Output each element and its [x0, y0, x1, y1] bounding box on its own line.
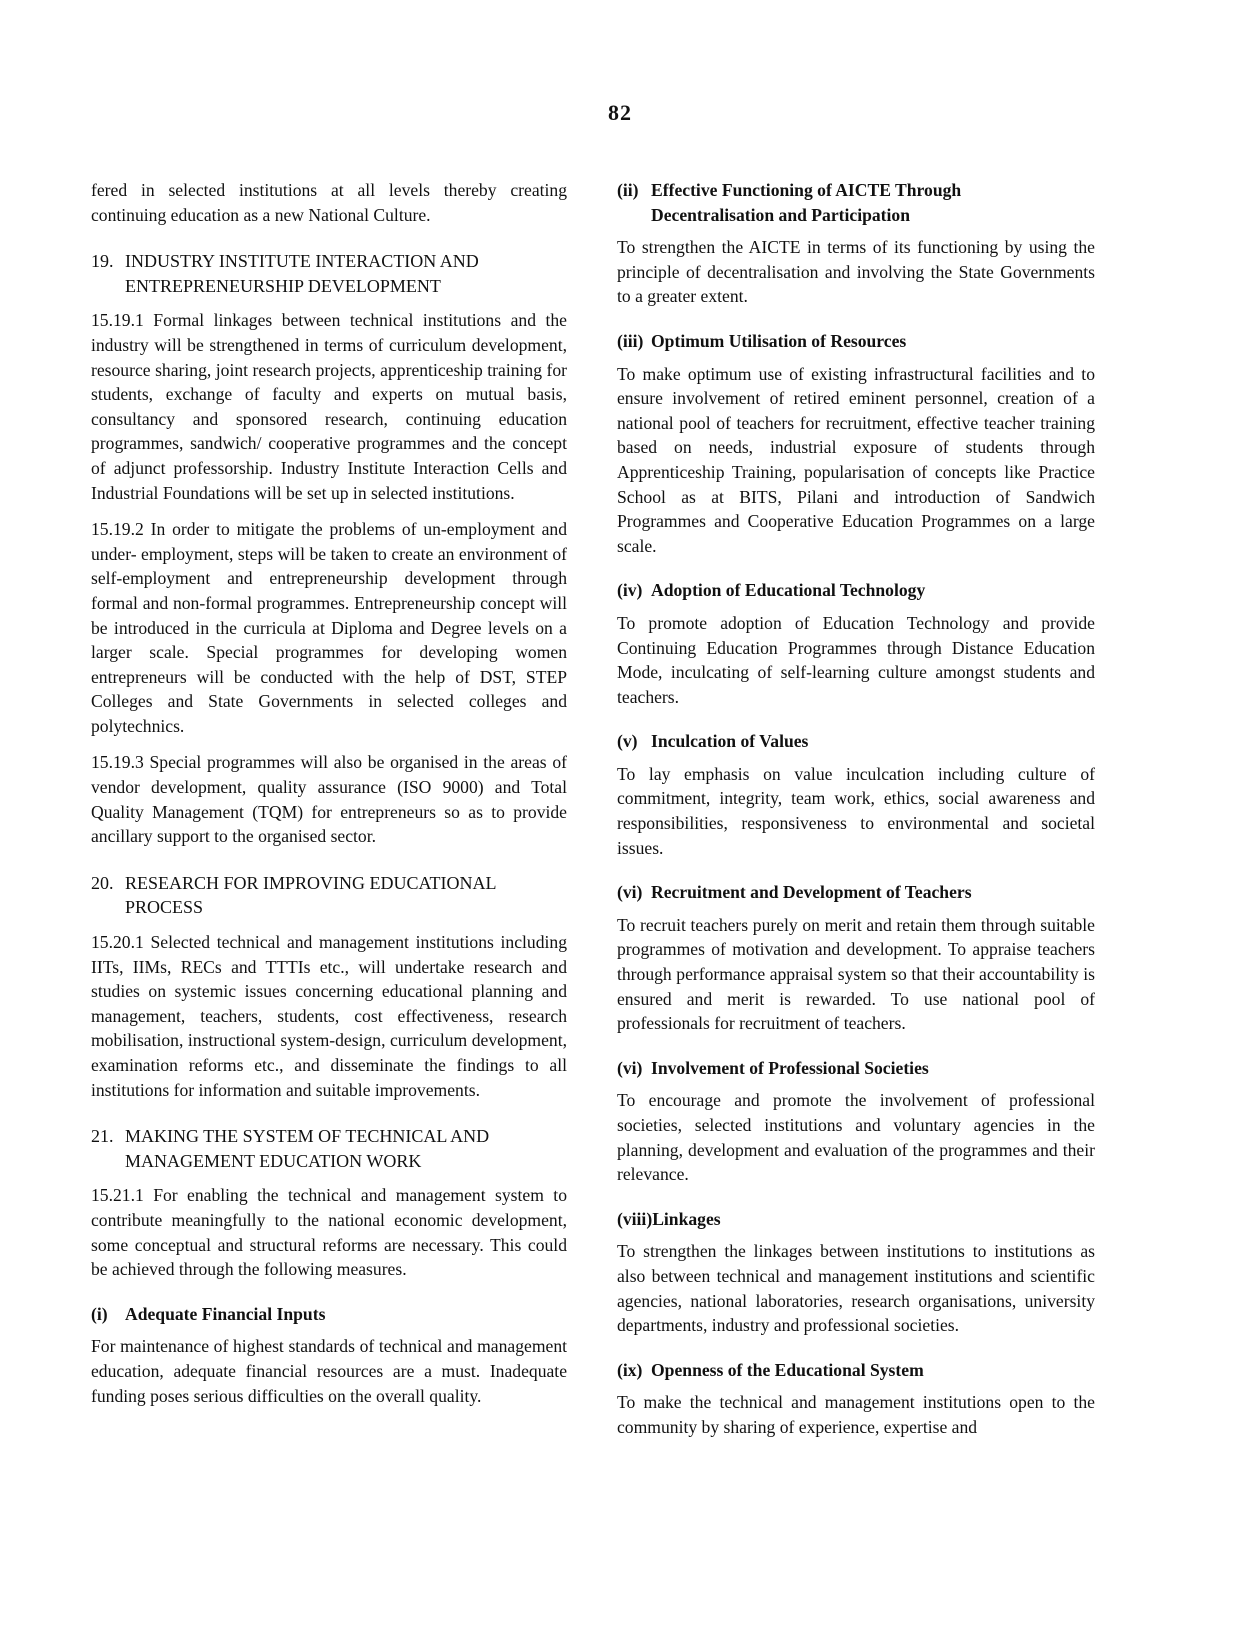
paragraph-15-21-1: 15.21.1 For enabling the technical and management system to contribute meaningfully to the national economic development, some conceptual and structural reforms are necessary. This could be achieved through the following measures.: [91, 1185, 567, 1280]
subsection-marker: (iii): [617, 330, 644, 351]
section-title-line-2: ENTREPRENEURSHIP DEVELOPMENT: [125, 275, 441, 296]
section-title-line-2: PROCESS: [125, 897, 204, 918]
left-column: [91, 178, 567, 1420]
subsection-marker: (ii): [617, 180, 639, 200]
section-number: 21.: [91, 1126, 114, 1147]
subsection-title-line-2: Decentralisation and Participation: [651, 204, 911, 225]
continuation-paragraph: fered in selected institutions at all levels thereby creating continuing education as a new National Culture.: [91, 180, 567, 225]
section-title-line-1: INDUSTRY INSTITUTE INTERACTION AND: [125, 251, 479, 272]
subsection-title: Openness of the Educational System: [651, 1359, 924, 1380]
section-title-line-1: MAKING THE SYSTEM OF TECHNICAL AND: [125, 1126, 490, 1147]
subsection-title: Linkages: [652, 1208, 721, 1229]
subsection-marker: (i): [91, 1303, 108, 1324]
subsection-viii-heading: [617, 1207, 1095, 1232]
subsection-title-line-1: Effective Functioning of AICTE Through: [651, 180, 962, 200]
section-19-heading: [91, 249, 567, 298]
subsection-title: Inculcation of Values: [651, 731, 809, 752]
subsection-iii-text: To make optimum use of existing infrastructural facilities and to ensure involvement of retired eminent personnel, creation of a national pool of teachers for recruitment, effective teacher training based on needs, industrial exposure of students through Apprenticeship Training, popularisation of concepts like Practice School as at BITS, Pilani and introduction of Sandwich Programmes and Cooperative Education Programmes on a large scale.: [617, 363, 1095, 556]
subsection-vii-heading: [617, 1056, 1095, 1081]
section-number: 19.: [91, 251, 114, 272]
paragraph-15-19-2: 15.19.2 In order to mitigate the problems of un-employment and under- employment, steps will be taken to create an environment of self-employment and entrepreneurship development through formal and non-formal programmes. Entrepreneurship concept will be introduced in the curricula at Diploma and Degree levels on a larger scale. Special programmes for developing women entrepreneurs will be conducted with the help of DST, STEP Colleges and State Governments in selected colleges and polytechnics.: [91, 519, 567, 736]
subsection-iii-heading: [617, 329, 1095, 354]
subsection-ii-text: To strengthen the AICTE in terms of its functioning by using the principle of decentralisation and involving the State Governments to a greater extent.: [617, 237, 1095, 307]
subsection-ix-text: To make the technical and management institutions open to the community by sharing of experience, expertise and: [617, 1392, 1095, 1437]
subsection-marker: (viii): [617, 1208, 653, 1229]
subsection-title: Involvement of Professional Societies: [651, 1057, 929, 1078]
subsection-title: Adoption of Educational Technology: [651, 580, 926, 601]
subsection-marker: (vi): [617, 882, 643, 903]
subsection-ix-heading: [617, 1358, 1095, 1383]
subsection-vi-text: To recruit teachers purely on merit and retain them through suitable programmes of motivation and development. To appraise teachers through performance appraisal system so that their accountability is ensured and merit is rewarded. To use national pool of professionals for recruitment of teachers.: [617, 914, 1095, 1034]
subsection-vii-text: To encourage and promote the involvement of professional societies, selected institutions and voluntary agencies in the planning, development and evaluation of the programmes and their relevance.: [617, 1090, 1095, 1185]
subsection-iv-text: To promote adoption of Education Technology and provide Continuing Education Programmes through Distance Education Mode, inculcating of self-learning culture amongst students and teachers.: [617, 612, 1095, 707]
subsection-i-heading: [91, 1302, 567, 1327]
subsection-ii-heading: [617, 178, 1095, 227]
section-number: 20.: [91, 872, 114, 893]
section-title-line-2: MANAGEMENT EDUCATION WORK: [125, 1150, 422, 1171]
subsection-v-text: To lay emphasis on value inculcation including culture of commitment, integrity, team work, ethics, social awareness and responsibilities, responsiveness to environmental and societal issues.: [617, 763, 1095, 858]
subsection-v-heading: [617, 729, 1095, 754]
subsection-iv-heading: [617, 578, 1095, 603]
subsection-marker: (vi): [617, 1057, 643, 1078]
section-title-line-1: RESEARCH FOR IMPROVING EDUCATIONAL: [125, 872, 497, 893]
paragraph-15-20-1: 15.20.1 Selected technical and management institutions including IITs, IIMs, RECs and TTTIs etc., will undertake research and studies on systemic issues concerning educational planning and management, teachers, students, cost effectiveness, research mobilisation, instructional system-design, curriculum development, examination reforms etc., and disseminate the findings to all institutions for information and suitable improvements.: [91, 932, 567, 1100]
section-20-heading: [91, 871, 567, 920]
subsection-title: Recruitment and Development of Teachers: [651, 882, 972, 903]
section-21-heading: [91, 1124, 567, 1173]
subsection-marker: (ix): [617, 1359, 643, 1380]
subsection-title: Adequate Financial Inputs: [125, 1303, 326, 1324]
subsection-vi-heading: [617, 880, 1095, 905]
subsection-marker: (iv): [617, 580, 643, 601]
subsection-title: Optimum Utilisation of Resources: [651, 330, 907, 351]
subsection-i-text: For maintenance of highest standards of technical and management education, adequate financial resources are a must. Inadequate funding poses serious difficulties on the overall quality.: [91, 1336, 567, 1406]
right-column: [617, 178, 1095, 1452]
subsection-marker: (v): [617, 731, 638, 752]
subsection-viii-text: To strengthen the linkages between institutions to institutions as also between technical and management institutions and scientific agencies, national laboratories, research organisations, university departments, industry and professional societies.: [617, 1241, 1095, 1336]
page-number: 82: [608, 100, 632, 125]
paragraph-15-19-1: 15.19.1 Formal linkages between technical institutions and the industry will be strengthened in terms of curriculum development, resource sharing, joint research projects, apprenticeship training for students, exchange of faculty and experts on mutual basis, consultancy and sponsored research, continuing education programmes, sandwich/ cooperative programmes and the concept of adjunct professorship. Industry Institute Interaction Cells and Industrial Foundations will be set up in selected institutions.: [91, 310, 567, 503]
paragraph-15-19-3: 15.19.3 Special programmes will also be organised in the areas of vendor development, quality assurance (ISO 9000) and Total Quality Management (TQM) for entrepreneurs so as to provide ancillary support to the organised sector.: [91, 752, 567, 847]
